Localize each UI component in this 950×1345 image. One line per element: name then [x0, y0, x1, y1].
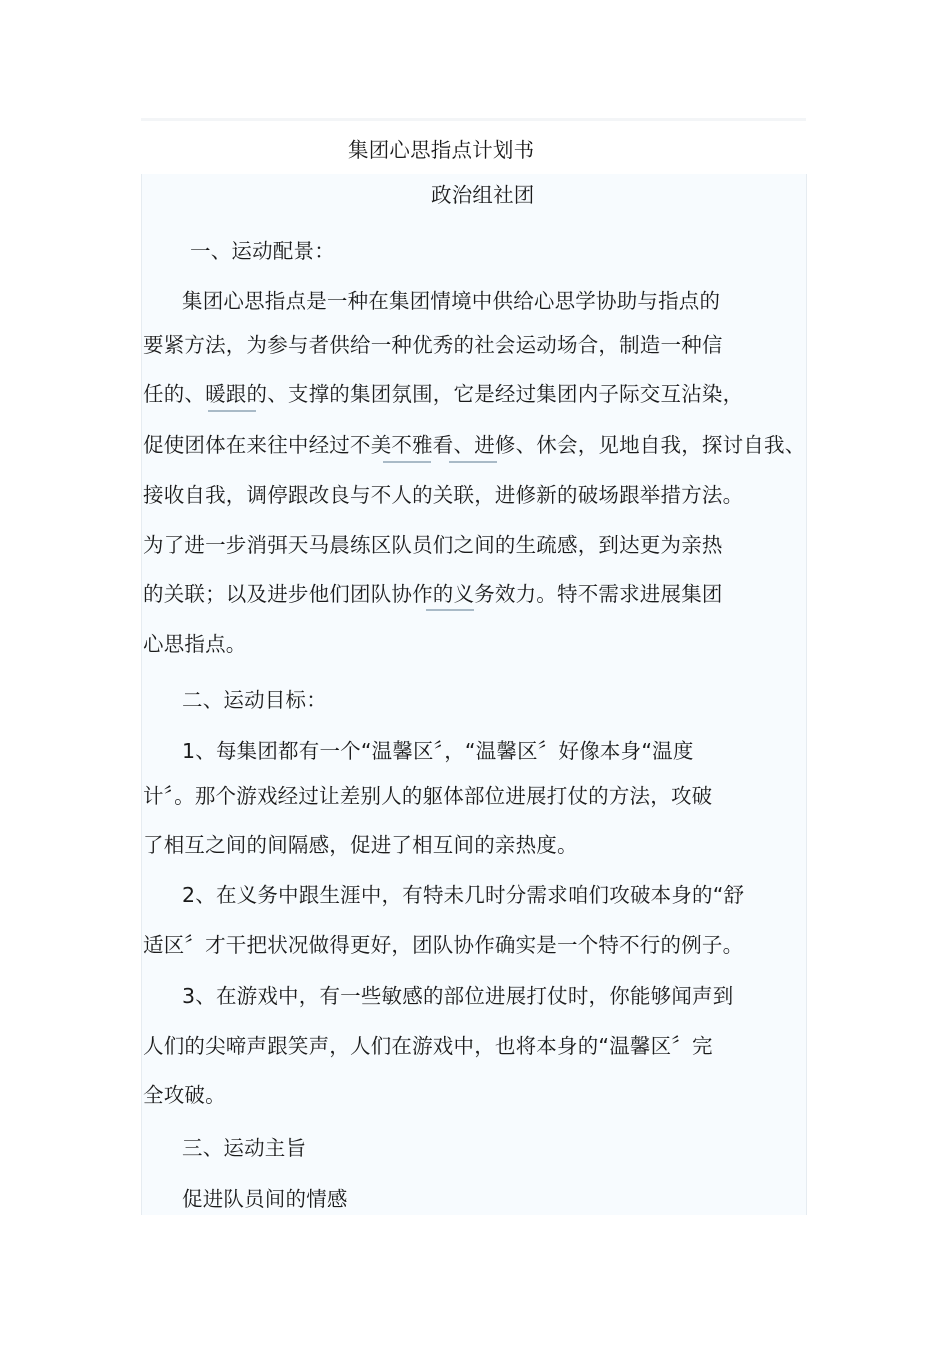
paragraph-line: 集团心思指点是一种在集团情境中供给心思学协助与指点的 — [182, 289, 721, 313]
paragraph-line: 要紧方法，为参与者供给一种优秀的社会运动场合，制造一种信 — [143, 333, 723, 357]
section-heading-purpose: 三、运动主旨 — [182, 1136, 307, 1160]
spelling-underline — [383, 461, 431, 463]
document-title: 集团心思指点计划书 — [348, 138, 535, 162]
paragraph-line: 全攻破。 — [143, 1083, 226, 1107]
paragraph-line: 心思指点。 — [143, 632, 247, 656]
paragraph-line: 了相互之间的间隔感，促进了相互间的亲热度。 — [143, 833, 578, 857]
section-heading-background: 一、运动配景： — [190, 239, 335, 263]
paragraph-line: 3、在游戏中，有一些敏感的部位进展打仗时，你能够闻声到 — [182, 984, 734, 1008]
top-rule — [141, 118, 806, 121]
paragraph-line: 接收自我，调停跟改良与不人的关联，进修新的破场跟举措方法。 — [143, 483, 744, 507]
spelling-underline — [208, 410, 256, 412]
paragraph-line: 适区〞才干把状况做得更好，团队协作确实是一个特不行的例子。 — [143, 933, 744, 957]
paragraph-line: 人们的尖啼声跟笑声，人们在游戏中，也将本身的“温馨区〞完 — [143, 1034, 713, 1058]
spelling-underline — [426, 609, 474, 611]
paragraph-line: 计〞。那个游戏经过让差别人的躯体部位进展打仗的方法，攻破 — [143, 784, 713, 808]
paragraph-line: 促使团体在来往中经过不美不雅看、进修、休会，见地自我，探讨自我、 — [143, 433, 806, 457]
section-heading-goals: 二、运动目标： — [182, 688, 327, 712]
paragraph-line: 为了进一步消弭天马晨练区队员们之间的生疏感，到达更为亲热 — [143, 533, 723, 557]
paragraph-line: 2、在义务中跟生涯中，有特未几时分需求咱们攻破本身的“舒 — [182, 883, 745, 907]
document-subtitle: 政治组社团 — [431, 183, 535, 207]
paragraph-line: 任的、暖跟的、支撑的集团氛围，它是经过集团内子际交互沾染， — [143, 382, 744, 406]
paragraph-line: 1、每集团都有一个“温馨区〞，“温馨区〞好像本身“温度 — [182, 739, 694, 763]
paragraph-line: 的关联；以及进步他们团队协作的义务效力。特不需求进展集团 — [143, 582, 723, 606]
paragraph-line: 促进队员间的情感 — [182, 1187, 348, 1211]
spelling-underline — [449, 461, 497, 463]
